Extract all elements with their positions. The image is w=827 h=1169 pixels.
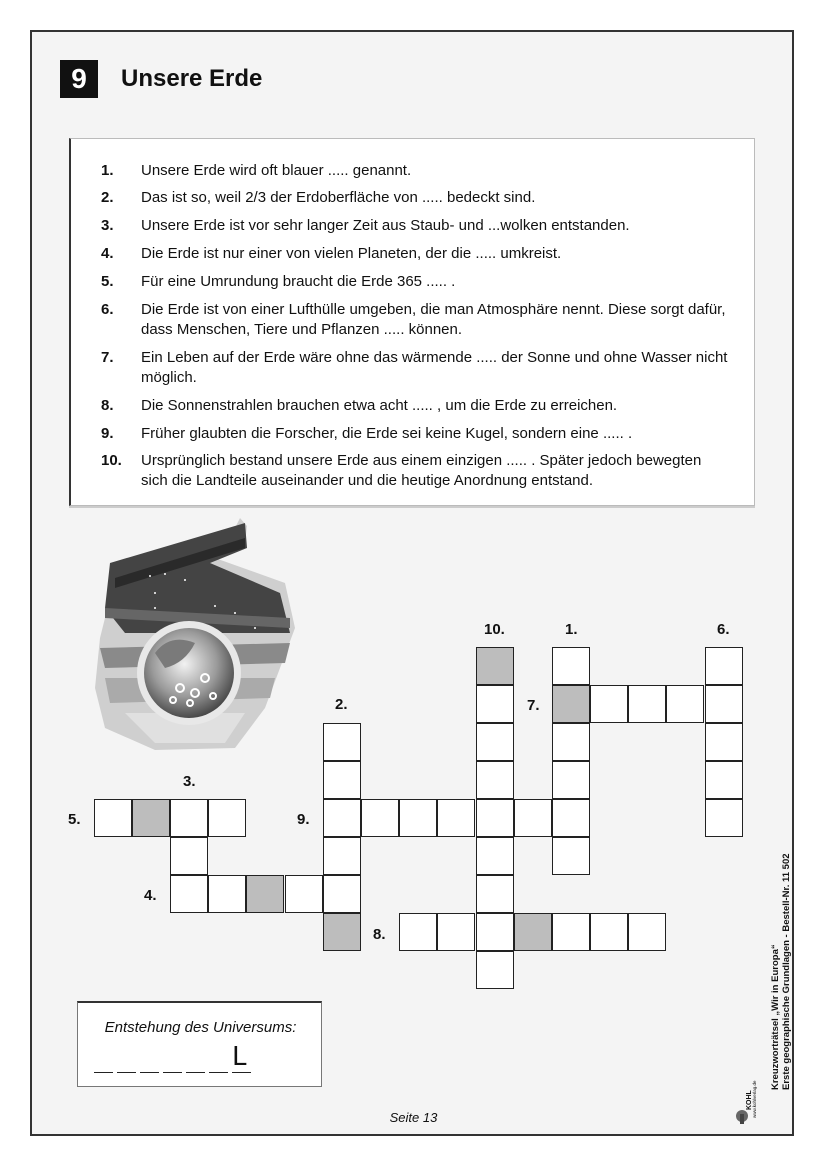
- solution-letter: L: [232, 1042, 247, 1072]
- crossword-cell[interactable]: [476, 875, 514, 913]
- crossword-cell[interactable]: [705, 647, 743, 685]
- publisher-name: KOHL: [746, 1090, 753, 1110]
- crossword-cell[interactable]: [476, 799, 514, 837]
- solution-title: Entstehung des Universums:: [104, 1019, 297, 1036]
- solution-blank[interactable]: [232, 1072, 251, 1073]
- crossword-cell[interactable]: [514, 799, 552, 837]
- crossword-cell[interactable]: [323, 913, 361, 951]
- crossword-cell[interactable]: [246, 875, 284, 913]
- grid-label-1: 1.: [565, 621, 578, 638]
- page-number: Seite 13: [389, 1110, 438, 1125]
- grid-label-3: 3.: [183, 773, 196, 790]
- clue-number: 1.: [101, 162, 114, 179]
- side-series-title: Kreuzworträtsel „Wir in Europa“: [770, 944, 781, 1090]
- clue-text: Früher glaubten die Forscher, die Erde sei keine Kugel, sondern eine ..... .: [141, 425, 633, 442]
- crossword-cell[interactable]: [476, 685, 514, 723]
- crossword-cell[interactable]: [705, 761, 743, 799]
- clue-text: Ursprünglich bestand unsere Erde aus einem einzigen ..... . Später jedoch bewegten sich die Landteile auseinander und die heutige Anordnung entstand.: [141, 452, 702, 489]
- crossword-cell[interactable]: [476, 723, 514, 761]
- side-subtitle: Erste geographische Grundlagen - Bestell-Nr. 11 502: [781, 853, 792, 1090]
- crossword-cell[interactable]: [208, 875, 246, 913]
- clue-number: 2.: [101, 189, 114, 206]
- crossword-cell[interactable]: [323, 799, 361, 837]
- crossword-cell[interactable]: [437, 799, 475, 837]
- grid-label-7: 7.: [527, 697, 540, 714]
- crossword-cell[interactable]: [208, 799, 246, 837]
- clue-number: 4.: [101, 245, 114, 262]
- solution-blank[interactable]: [140, 1072, 159, 1073]
- clue-text: Das ist so, weil 2/3 der Erdoberfläche von ..... bedeckt sind.: [141, 189, 536, 206]
- solution-box: [77, 1001, 322, 1087]
- grid-label-9: 9.: [297, 811, 310, 828]
- crossword-cell[interactable]: [590, 685, 628, 723]
- crossword-cell[interactable]: [361, 799, 399, 837]
- grid-label-2: 2.: [335, 696, 348, 713]
- crossword-cell[interactable]: [132, 799, 170, 837]
- clue-number: 7.: [101, 349, 114, 366]
- solution-blank[interactable]: [209, 1072, 228, 1073]
- crossword-cell[interactable]: [476, 951, 514, 989]
- crossword-cell[interactable]: [552, 685, 590, 723]
- solution-blank[interactable]: [186, 1072, 205, 1073]
- crossword-cell[interactable]: [476, 913, 514, 951]
- crossword-cell[interactable]: [170, 837, 208, 875]
- crossword-cell[interactable]: [705, 799, 743, 837]
- clue-number: 5.: [101, 273, 114, 290]
- grid-label-6: 6.: [717, 621, 730, 638]
- solution-blank[interactable]: [94, 1072, 113, 1073]
- clue-number: 9.: [101, 425, 114, 442]
- crossword-cell[interactable]: [399, 913, 437, 951]
- grid-label-4: 4.: [144, 887, 157, 904]
- clue-number: 8.: [101, 397, 114, 414]
- page-title: Unsere Erde: [121, 65, 263, 92]
- crossword-cell[interactable]: [323, 837, 361, 875]
- crossword-cell[interactable]: [552, 799, 590, 837]
- crossword-cell[interactable]: [323, 875, 361, 913]
- crossword-cell[interactable]: [552, 913, 590, 951]
- clue-text: Für eine Umrundung braucht die Erde 365 ..... .: [141, 273, 456, 290]
- clue-number: 10.: [101, 452, 122, 469]
- crossword-cell[interactable]: [552, 837, 590, 875]
- crossword-cell[interactable]: [94, 799, 132, 837]
- crossword-cell[interactable]: [705, 685, 743, 723]
- clue-number: 3.: [101, 217, 114, 234]
- publisher-logo-icon: [735, 1058, 757, 1124]
- crossword-cell[interactable]: [590, 913, 628, 951]
- crossword-cell[interactable]: [514, 913, 552, 951]
- crossword-cell[interactable]: [170, 875, 208, 913]
- crossword-cell[interactable]: [552, 723, 590, 761]
- clue-text: Unsere Erde wird oft blauer ..... genannt.: [141, 162, 412, 179]
- solution-blank[interactable]: [163, 1072, 182, 1073]
- crossword-cell[interactable]: [666, 685, 704, 723]
- crossword-cell[interactable]: [552, 647, 590, 685]
- clue-text: Die Erde ist von einer Lufthülle umgeben, die man Atmosphäre nennt. Diese sorgt dafür, dass Menschen, Tiere und Pflanzen ..... können.: [141, 301, 726, 338]
- crossword-cell[interactable]: [170, 799, 208, 837]
- grid-label-10: 10.: [484, 621, 505, 638]
- clue-list: [69, 138, 755, 506]
- crossword-cell[interactable]: [285, 875, 323, 913]
- crossword-cell[interactable]: [399, 799, 437, 837]
- crossword-cell[interactable]: [323, 761, 361, 799]
- crossword-cell[interactable]: [476, 647, 514, 685]
- crossword-cell[interactable]: [705, 723, 743, 761]
- crossword-cell[interactable]: [437, 913, 475, 951]
- earth-illustration-icon: [95, 518, 300, 753]
- solution-blank[interactable]: [117, 1072, 136, 1073]
- crossword-cell[interactable]: [628, 685, 666, 723]
- clue-text: Die Sonnenstrahlen brauchen etwa acht ..... , um die Erde zu erreichen.: [141, 397, 618, 414]
- grid-label-5: 5.: [68, 811, 81, 828]
- crossword-cell[interactable]: [476, 837, 514, 875]
- crossword-cell[interactable]: [552, 761, 590, 799]
- worksheet-number-badge: 9: [60, 60, 98, 98]
- crossword-cell[interactable]: [476, 761, 514, 799]
- clue-text: Ein Leben auf der Erde wäre ohne das wärmende ..... der Sonne und ohne Wasser nicht möglich.: [141, 349, 728, 386]
- grid-label-8: 8.: [373, 926, 386, 943]
- publisher-url: www.kohlverlag.de: [752, 1080, 757, 1118]
- crossword-cell[interactable]: [323, 723, 361, 761]
- clue-text: Unsere Erde ist vor sehr langer Zeit aus Staub- und ...wolken entstanden.: [141, 217, 630, 234]
- clue-number: 6.: [101, 301, 114, 318]
- crossword-cell[interactable]: [628, 913, 666, 951]
- clue-text: Die Erde ist nur einer von vielen Planeten, der die ..... umkreist.: [141, 245, 562, 262]
